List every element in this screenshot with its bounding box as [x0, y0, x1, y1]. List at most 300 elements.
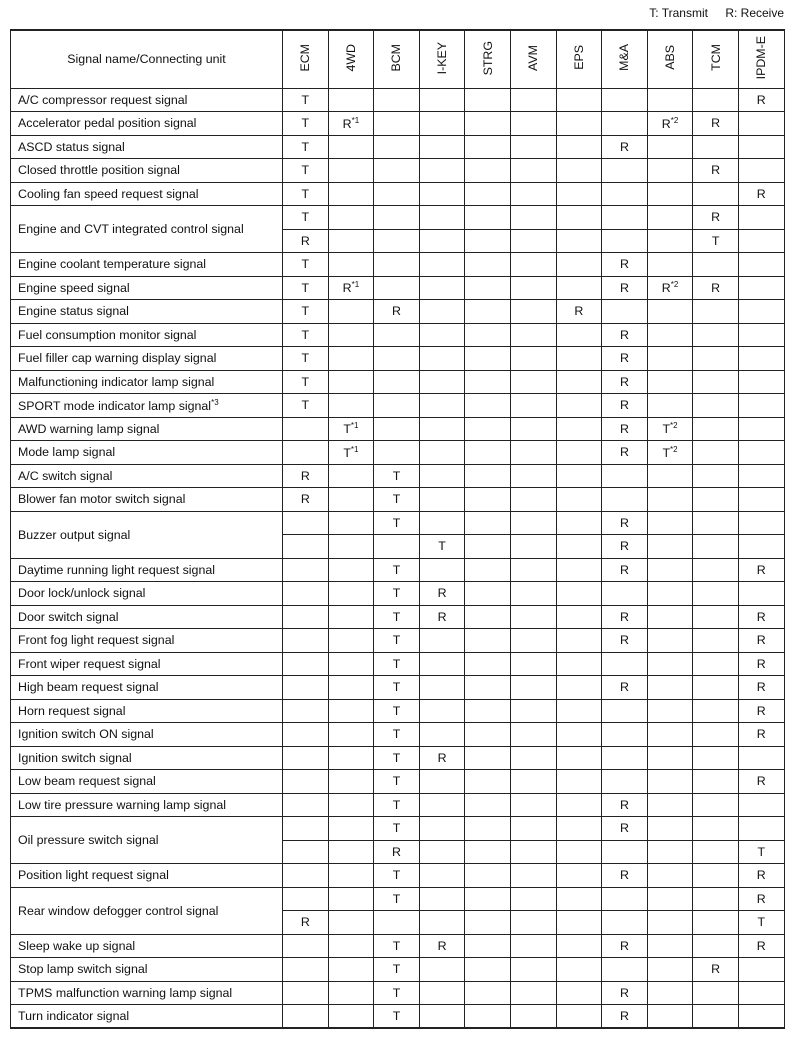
signal-name-cell — [11, 370, 283, 394]
signal-cell — [419, 276, 465, 300]
signal-cell — [647, 370, 693, 394]
signal-value: R — [342, 116, 352, 131]
signal-cell — [419, 582, 465, 606]
signal-cell — [510, 840, 556, 864]
signal-cell — [556, 887, 602, 911]
signal-name: A/C compressor request signal — [18, 92, 188, 107]
signal-cell — [693, 958, 739, 982]
signal-name-cell — [11, 300, 283, 324]
signal-value: T — [662, 445, 671, 460]
signal-cell — [738, 958, 784, 982]
header-unit-cell — [510, 30, 556, 88]
signal-value: T — [392, 797, 401, 812]
signal-cell — [465, 511, 511, 535]
signal-value: T — [392, 680, 401, 695]
signal-cell — [283, 864, 329, 888]
signal-cell — [328, 323, 374, 347]
signal-cell — [283, 323, 329, 347]
signal-cell — [419, 323, 465, 347]
signal-cell — [602, 864, 648, 888]
signal-cell — [419, 394, 465, 418]
header-unit-cell — [419, 30, 465, 88]
signal-cell — [602, 394, 648, 418]
signal-cell — [510, 887, 556, 911]
signal-cell — [738, 347, 784, 371]
signal-cell — [510, 934, 556, 958]
signal-cell — [602, 370, 648, 394]
signal-cell — [510, 253, 556, 277]
signal-cell — [556, 394, 602, 418]
signal-cell — [510, 159, 556, 183]
signal-name: Malfunctioning indicator lamp signal — [18, 374, 215, 389]
signal-value: R — [392, 844, 401, 859]
signal-cell — [693, 770, 739, 794]
table-row — [11, 582, 785, 606]
signal-cell — [647, 417, 693, 441]
signal-cell — [602, 793, 648, 817]
signal-cell — [556, 981, 602, 1005]
signal-cell — [738, 676, 784, 700]
signal-cell — [283, 887, 329, 911]
signal-value: R — [756, 868, 766, 883]
signal-name: Engine coolant temperature signal — [18, 257, 207, 272]
table-row — [11, 300, 785, 324]
header-unit-label: BCM — [389, 43, 404, 72]
signal-cell — [419, 793, 465, 817]
signal-cell — [738, 770, 784, 794]
signal-cell — [328, 206, 374, 230]
signal-cell — [693, 582, 739, 606]
signal-cell — [465, 934, 511, 958]
signal-value: T — [392, 891, 401, 906]
signal-cell — [328, 253, 374, 277]
signal-cell — [465, 958, 511, 982]
header-unit-label: ECM — [298, 43, 313, 72]
signal-cell — [556, 323, 602, 347]
signal-name-cell — [11, 182, 283, 206]
signal-cell — [647, 112, 693, 136]
table-row — [11, 1005, 785, 1029]
table-row — [11, 464, 785, 488]
signal-cell — [465, 817, 511, 841]
signal-cell — [328, 441, 374, 465]
signal-value: R — [619, 327, 629, 342]
signal-cell — [556, 182, 602, 206]
signal-cell — [556, 817, 602, 841]
signal-name-cell — [11, 676, 283, 700]
signal-value: R — [619, 257, 629, 272]
signal-cell — [693, 441, 739, 465]
signal-value: R — [619, 515, 629, 530]
signal-cell — [693, 699, 739, 723]
signal-cell — [419, 699, 465, 723]
signal-cell — [419, 464, 465, 488]
signal-cell — [328, 347, 374, 371]
signal-cell — [556, 276, 602, 300]
table-row — [11, 605, 785, 629]
signal-name: TPMS malfunction warning lamp signal — [18, 985, 233, 1000]
signal-cell — [647, 535, 693, 559]
signal-cell — [556, 582, 602, 606]
signal-cell — [374, 723, 420, 747]
signal-cell — [738, 723, 784, 747]
signal-cell — [738, 464, 784, 488]
signal-cell — [602, 112, 648, 136]
signal-name: Door lock/unlock signal — [18, 586, 146, 601]
signal-cell — [465, 793, 511, 817]
header-unit-label: I-KEY — [435, 41, 450, 74]
signal-name-cell — [11, 511, 283, 558]
signal-cell — [556, 511, 602, 535]
signal-cell — [556, 206, 602, 230]
signal-cell — [602, 229, 648, 253]
signal-cell — [693, 629, 739, 653]
signal-value: R — [711, 210, 721, 225]
signal-cell — [328, 511, 374, 535]
signal-name: ASCD status signal — [18, 139, 125, 154]
signal-name-cell — [11, 417, 283, 441]
signal-cell — [283, 300, 329, 324]
signal-cell — [693, 417, 739, 441]
signal-cell — [693, 817, 739, 841]
signal-cell — [556, 934, 602, 958]
signal-name: Low beam request signal — [18, 774, 156, 789]
signal-cell — [465, 746, 511, 770]
signal-cell — [465, 88, 511, 112]
header-unit-label: M&A — [617, 44, 632, 72]
signal-value: R — [619, 421, 629, 436]
signal-value: T — [301, 116, 310, 131]
table-row — [11, 276, 785, 300]
signal-cell — [419, 770, 465, 794]
signal-cell — [419, 605, 465, 629]
signal-value: R — [619, 938, 629, 953]
signal-cell — [647, 958, 693, 982]
signal-cell — [510, 464, 556, 488]
signal-value: R — [661, 281, 671, 296]
signal-cell — [647, 746, 693, 770]
signal-value: T — [301, 351, 310, 366]
table-row — [11, 159, 785, 183]
signal-cell — [328, 676, 374, 700]
signal-cell — [374, 135, 420, 159]
signal-name: Ignition switch signal — [18, 750, 132, 765]
signal-cell — [647, 770, 693, 794]
signal-value: T — [392, 586, 401, 601]
signal-value: T — [392, 703, 401, 718]
signal-cell — [556, 441, 602, 465]
signal-cell — [693, 370, 739, 394]
signal-cell — [556, 629, 602, 653]
signal-cell — [374, 770, 420, 794]
signal-cell — [693, 488, 739, 512]
signal-cell — [738, 88, 784, 112]
signal-name-cell — [11, 699, 283, 723]
signal-cell — [510, 676, 556, 700]
signal-cell — [328, 182, 374, 206]
signal-cell — [510, 911, 556, 935]
signal-name: Cooling fan speed request signal — [18, 186, 199, 201]
signal-cell — [738, 182, 784, 206]
signal-value: T — [757, 915, 766, 930]
signal-cell — [419, 88, 465, 112]
signal-value: R — [756, 633, 766, 648]
signal-value: T — [662, 422, 671, 437]
signal-cell — [283, 347, 329, 371]
signal-cell — [328, 159, 374, 183]
signal-value: T — [301, 257, 310, 272]
signal-footnote: *3 — [211, 397, 219, 407]
signal-cell — [374, 229, 420, 253]
signal-cell — [283, 723, 329, 747]
signal-cell — [693, 1005, 739, 1029]
signal-cell — [556, 699, 602, 723]
legend-receive: R: Receive — [725, 6, 784, 20]
signal-cell — [283, 229, 329, 253]
signal-cell — [738, 135, 784, 159]
signal-cell — [328, 88, 374, 112]
signal-cell — [283, 488, 329, 512]
signal-cell — [738, 112, 784, 136]
signal-cell — [602, 652, 648, 676]
signal-cell — [419, 840, 465, 864]
signal-cell — [556, 1005, 602, 1029]
signal-value: T — [392, 1009, 401, 1023]
signal-cell — [510, 817, 556, 841]
signal-name: Accelerator pedal position signal — [18, 116, 197, 131]
signal-cell — [738, 934, 784, 958]
signal-cell — [419, 159, 465, 183]
signal-cell — [328, 1005, 374, 1029]
signal-value: R — [756, 727, 766, 742]
signal-cell — [647, 864, 693, 888]
signal-cell — [419, 300, 465, 324]
signal-cell — [738, 323, 784, 347]
signal-cell — [693, 229, 739, 253]
signal-cell — [419, 817, 465, 841]
signal-cell — [647, 629, 693, 653]
signal-name-cell — [11, 206, 283, 253]
signal-cell — [374, 817, 420, 841]
signal-value: R — [300, 915, 310, 930]
signal-cell — [738, 840, 784, 864]
signal-value: T — [392, 962, 401, 977]
signal-value: T — [301, 327, 310, 342]
signal-cell — [283, 981, 329, 1005]
table-row — [11, 206, 785, 230]
signal-cell — [693, 652, 739, 676]
signal-cell — [283, 652, 329, 676]
signal-cell — [693, 323, 739, 347]
signal-cell — [465, 770, 511, 794]
table-row — [11, 723, 785, 747]
signal-value: R — [437, 750, 447, 765]
signal-cell — [374, 746, 420, 770]
signal-cell — [556, 488, 602, 512]
signal-value: R — [437, 938, 447, 953]
signal-cell — [556, 253, 602, 277]
signal-cell — [647, 300, 693, 324]
signal-cell — [374, 652, 420, 676]
signal-cell — [283, 182, 329, 206]
signal-cell — [556, 159, 602, 183]
header-unit-cell — [647, 30, 693, 88]
signal-value: R — [619, 633, 629, 648]
header-unit-cell — [556, 30, 602, 88]
signal-cell — [283, 629, 329, 653]
signal-cell — [738, 511, 784, 535]
signal-cell — [465, 112, 511, 136]
signal-value: R — [619, 868, 629, 883]
header-unit-label: ABS — [663, 45, 678, 71]
table-row — [11, 817, 785, 841]
signal-cell — [602, 182, 648, 206]
signal-cell — [419, 887, 465, 911]
signal-cell — [374, 464, 420, 488]
signal-cell — [738, 253, 784, 277]
signal-cell — [419, 911, 465, 935]
signal-name-cell — [11, 558, 283, 582]
signal-value: R — [756, 774, 766, 789]
table-row — [11, 676, 785, 700]
signal-cell — [419, 511, 465, 535]
signal-cell — [510, 276, 556, 300]
signal-cell — [602, 887, 648, 911]
signal-name-cell — [11, 347, 283, 371]
signal-cell — [602, 441, 648, 465]
signal-cell — [738, 699, 784, 723]
signal-cell — [647, 558, 693, 582]
header-unit-label: EPS — [571, 45, 586, 71]
signal-name: Horn request signal — [18, 703, 126, 718]
signal-value: T — [301, 280, 310, 295]
signal-cell — [510, 417, 556, 441]
signal-cell — [738, 370, 784, 394]
signal-name-cell — [11, 605, 283, 629]
signal-cell — [693, 864, 739, 888]
signal-cell — [374, 934, 420, 958]
signal-cell — [465, 582, 511, 606]
signal-cell — [283, 370, 329, 394]
signal-cell — [602, 488, 648, 512]
signal-cell — [693, 88, 739, 112]
signal-cell — [465, 676, 511, 700]
signal-cell — [374, 511, 420, 535]
signal-cell — [647, 347, 693, 371]
signal-value: R — [756, 938, 766, 953]
signal-cell — [738, 276, 784, 300]
signal-cell — [602, 981, 648, 1005]
signal-cell — [738, 981, 784, 1005]
signal-name: Blower fan motor switch signal — [18, 492, 186, 507]
signal-value: T — [392, 727, 401, 742]
signal-name-cell — [11, 629, 283, 653]
signal-name: High beam request signal — [18, 680, 159, 695]
signal-name-cell — [11, 159, 283, 183]
signal-cell — [328, 300, 374, 324]
signal-name: Position light request signal — [18, 868, 169, 883]
signal-cell — [647, 182, 693, 206]
signal-cell — [328, 981, 374, 1005]
signal-cell — [556, 605, 602, 629]
signal-cell — [647, 511, 693, 535]
signal-cell — [419, 934, 465, 958]
signal-cell — [738, 582, 784, 606]
signal-cell — [283, 770, 329, 794]
signal-name-cell — [11, 981, 283, 1005]
signal-cell — [465, 488, 511, 512]
table-row — [11, 558, 785, 582]
header-unit-cell — [283, 30, 329, 88]
signal-name-cell — [11, 864, 283, 888]
table-row — [11, 253, 785, 277]
signal-cell — [419, 629, 465, 653]
signal-cell — [738, 629, 784, 653]
signal-value: R — [392, 304, 401, 319]
signal-cell — [465, 182, 511, 206]
signal-cell — [374, 864, 420, 888]
signal-cell — [647, 253, 693, 277]
signal-cell — [328, 370, 374, 394]
signal-cell — [602, 676, 648, 700]
signal-value: T — [392, 774, 401, 789]
signal-value: T — [392, 633, 401, 648]
signal-cell — [328, 488, 374, 512]
signal-value: T — [438, 539, 446, 554]
signal-cell — [693, 746, 739, 770]
table-row — [11, 864, 785, 888]
table-body — [11, 88, 785, 1028]
table-row — [11, 981, 785, 1005]
signal-cell — [693, 981, 739, 1005]
signal-cell — [374, 300, 420, 324]
signal-cell — [374, 887, 420, 911]
signal-cell — [419, 135, 465, 159]
signal-value: R — [574, 304, 584, 319]
table-row — [11, 793, 785, 817]
signal-cell — [328, 112, 374, 136]
signal-cell — [738, 911, 784, 935]
table-row — [11, 88, 785, 112]
signal-cell — [419, 347, 465, 371]
signal-cell — [419, 206, 465, 230]
signal-cell — [556, 88, 602, 112]
signal-cell — [328, 605, 374, 629]
signal-cell — [465, 441, 511, 465]
signal-cell — [647, 135, 693, 159]
signal-cell — [283, 676, 329, 700]
signal-name-cell — [11, 394, 283, 418]
signal-cell — [556, 958, 602, 982]
header-name-cell: Signal name/Connecting unit — [11, 30, 283, 88]
signal-name: Mode lamp signal — [18, 445, 116, 460]
signal-cell — [328, 652, 374, 676]
signal-value: R — [661, 116, 671, 131]
signal-cell — [602, 770, 648, 794]
signal-cell — [647, 793, 693, 817]
signal-cell — [647, 887, 693, 911]
signal-cell — [465, 464, 511, 488]
signal-value: R — [619, 562, 629, 577]
signal-cell — [328, 699, 374, 723]
signal-cell — [647, 276, 693, 300]
signal-cell — [602, 135, 648, 159]
signal-cell — [510, 723, 556, 747]
signal-value: R — [619, 374, 629, 389]
signal-value: T — [392, 750, 401, 765]
signal-cell — [602, 840, 648, 864]
signal-name-cell — [11, 1005, 283, 1029]
